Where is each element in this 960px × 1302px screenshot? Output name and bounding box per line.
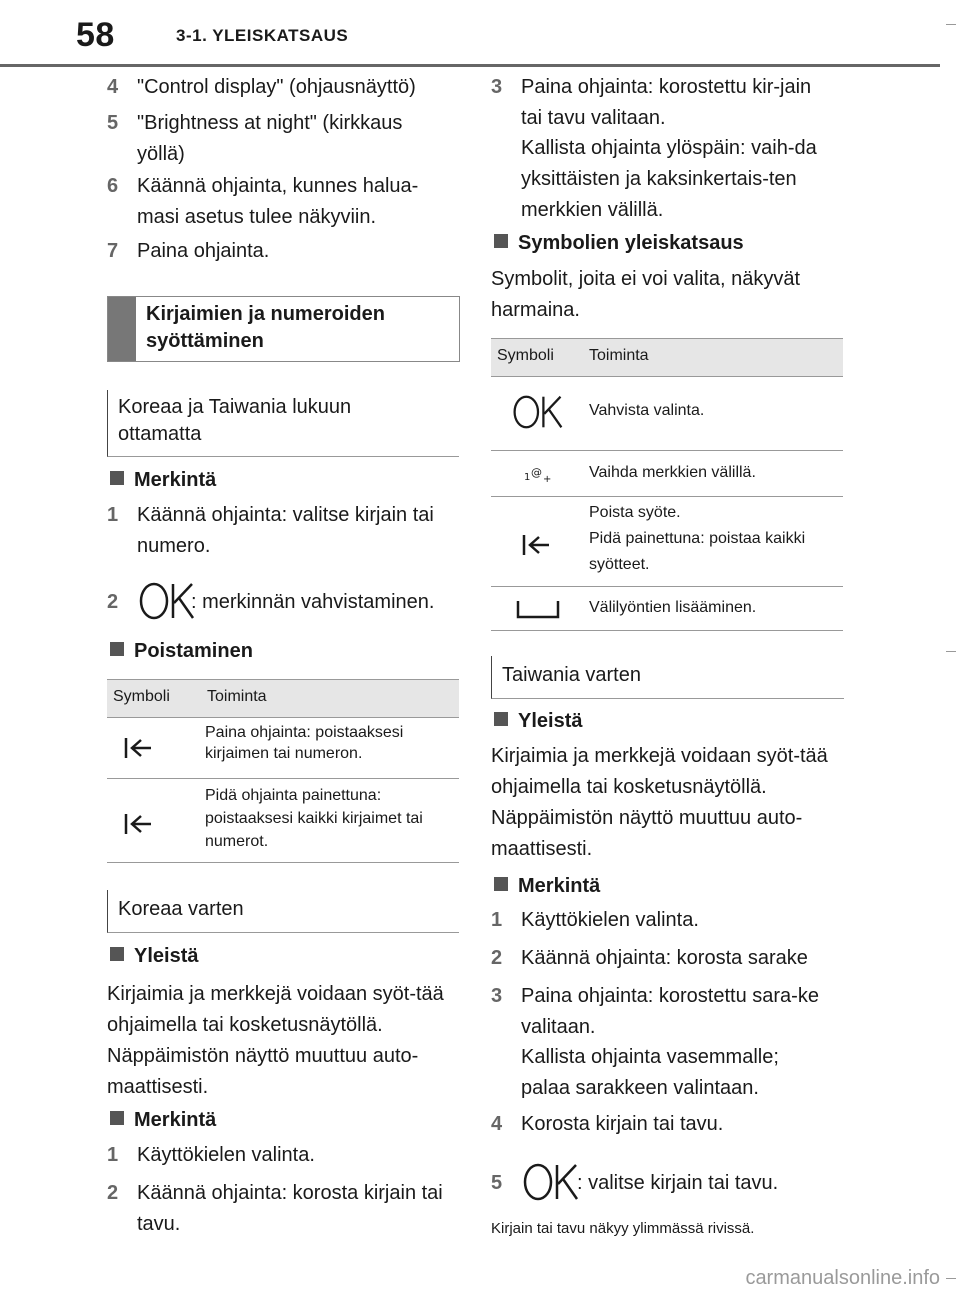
step-7 [107,236,467,268]
heading-yleista [110,945,198,968]
svg-text:+: + [543,474,552,484]
step-2 [107,587,467,627]
step-number: 7 [107,240,119,262]
delete-icon [123,812,153,836]
table-row [491,375,843,451]
paragraph: Symbolit, joita ei voi valita, näkyvät harmaina. [491,268,801,321]
table-header [491,338,843,377]
step-6 [107,171,467,235]
table-row [107,716,459,779]
step-number: 1 [107,1144,119,1166]
heading-text: Merkintä [134,469,217,491]
step-1 [107,1140,467,1172]
bullet-square [494,877,508,891]
col-toiminta: Toiminta [589,347,649,364]
step-text: : merkinnän vahvistaminen. [191,591,435,613]
bullet-square [110,471,124,485]
heading-merkinta [494,875,600,898]
margin-tick [946,651,956,652]
step-number: 5 [107,112,119,134]
col-toiminta: Toiminta [207,688,267,705]
subsection-header [107,390,459,457]
step-3 [491,72,851,222]
svg-text:1: 1 [524,472,531,483]
footnote: Kirjain tai tavu näkyy ylimmässä rivissä. [491,1220,755,1237]
delete-icon [521,533,551,557]
space-icon [515,598,561,620]
paragraph: Kirjaimia ja merkkejä voidaan syöt-tää ohjaimella tai kosketusnäytöllä. Näppäimistön näyttö muuttuu auto-maattisesti. [491,745,828,860]
box-bar [108,297,136,361]
step-1 [491,905,851,937]
table-row [491,496,843,587]
table-cell: Vaihda merkkien välillä. [589,464,756,481]
step-text: Paina ohjainta: korostettu sara-ke valitaan. [521,985,819,1038]
step-2 [107,1178,467,1242]
paragraph: Kirjaimia ja merkkejä voidaan syöt-tää ohjaimella tai kosketusnäytöllä. Näppäimistön näyttö muuttuu auto-maattisesti. [107,983,444,1098]
step-number: 1 [107,504,119,526]
step-text: Käännä ohjainta: valitse kirjain tai numero. [137,504,434,557]
step-1 [107,500,467,564]
delete-icon [123,736,153,760]
col-symboli: Symboli [113,688,170,705]
table-cell: Poista syöte. [589,504,681,521]
ok-icon [521,1162,581,1202]
box-title: Kirjaimien ja numeroiden syöttäminen [146,303,385,352]
section-box [107,296,460,362]
step-number: 5 [491,1172,503,1194]
table-row [491,450,843,497]
bullet-square [110,1111,124,1125]
heading-text: Yleistä [134,945,199,967]
step-number: 1 [491,909,503,931]
switch-characters-icon [523,464,553,484]
step-number: 2 [107,1182,119,1204]
step-number: 3 [491,76,503,98]
step-number: 4 [107,76,119,98]
bullet-square [494,712,508,726]
step-number: 6 [107,175,119,197]
heading-yleista [494,710,582,733]
step-4 [491,1109,851,1141]
heading-symbolien [494,232,744,255]
table-cell: Välilyöntien lisääminen. [589,599,757,616]
step-number: 4 [491,1113,503,1135]
table-row [107,778,459,863]
step-4 [107,72,467,104]
subsection-title: Koreaa varten [118,898,244,920]
svg-text:@: @ [531,466,542,479]
heading-poistaminen [110,640,253,663]
heading-text: Poistaminen [134,640,253,662]
heading-merkinta [110,1109,216,1132]
step-number: 2 [107,591,119,613]
table-header [107,679,459,718]
heading-text: Merkintä [134,1109,217,1131]
ok-icon [137,581,197,621]
heading-text: Yleistä [518,710,583,732]
step-number: 3 [491,985,503,1007]
heading-merkinta [110,469,216,492]
section-title: 3-1. YLEISKATSAUS [176,26,349,45]
page-number: 58 [76,16,115,54]
step-text: Käännä ohjainta: korosta sarake [521,947,808,969]
margin-tick [946,24,956,25]
step-text: Korosta kirjain tai tavu. [521,1113,724,1135]
step-5 [491,1168,851,1208]
step-text: Paina ohjainta. [137,240,270,262]
step-text: Kallista ohjainta ylöspäin: vaih-da yksittäisten ja kaksinkertais-ten merkkien välillä. [521,137,817,221]
table-cell: Pidä painettuna: poistaa kaikki syötteet. [589,530,806,573]
subsection-header [491,656,844,699]
step-text: Kallista ohjainta vasemmalle; palaa sarakkeen valintaan. [521,1046,779,1099]
step-5 [107,108,467,172]
subsection-title: Koreaa ja Taiwania lukuun ottamatta [118,396,352,445]
step-text: Paina ohjainta: korostettu kir-jain tai tavu valitaan. [521,76,812,129]
watermark: carmanualsonline.info [745,1267,940,1289]
table-cell: Paina ohjainta: poistaaksesi kirjaimen tai numeron. [205,724,404,762]
table-cell: Vahvista valinta. [589,402,705,419]
ok-icon [511,393,565,431]
step-text: Käyttökielen valinta. [137,1144,315,1166]
header-rule [0,64,940,67]
step-3 [491,981,851,1105]
step-text: Käännä ohjainta: korosta kirjain tai tavu. [137,1182,443,1235]
bullet-square [110,642,124,656]
heading-text: Merkintä [518,875,601,897]
table-row [491,586,843,631]
bullet-square [494,234,508,248]
heading-text: Symbolien yleiskatsaus [518,232,744,254]
bullet-square [110,947,124,961]
step-number: 2 [491,947,503,969]
subsection-header [107,890,459,933]
step-2 [491,943,851,975]
subsection-title: Taiwania varten [502,664,641,686]
step-text: Käännä ohjainta, kunnes halua-masi asetus tulee näkyviin. [137,175,419,228]
step-text: "Brightness at night" (kirkkaus yöllä) [137,112,403,165]
table-cell: Pidä ohjainta painettuna: poistaaksesi kaikki kirjaimet tai numerot. [205,787,423,850]
col-symboli: Symboli [497,347,554,364]
step-text: : valitse kirjain tai tavu. [577,1172,779,1194]
margin-tick [946,1278,956,1279]
step-text: Käyttökielen valinta. [521,909,699,931]
step-text: "Control display" (ohjausnäyttö) [137,76,416,98]
